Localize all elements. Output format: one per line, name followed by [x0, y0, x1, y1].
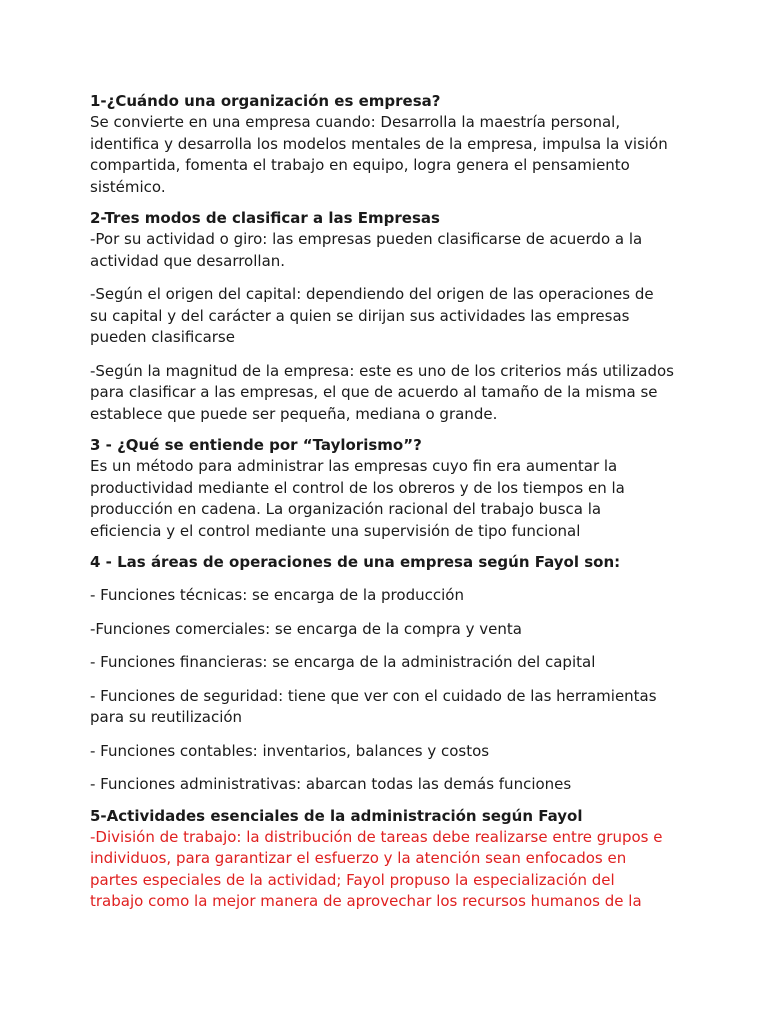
section-3 — [90, 435, 690, 542]
text-line: -Según el origen del capital: dependiendo del origen de las operaciones de — [90, 285, 654, 303]
section-3-paragraph — [90, 456, 690, 542]
section-4 — [90, 552, 690, 796]
text-line: actividad que desarrollan. — [90, 251, 286, 270]
section-2-heading: 2-Tres modos de clasificar a las Empresas — [90, 209, 440, 227]
section-5-heading: 5-Actividades esenciales de la administración según Fayol — [90, 806, 583, 825]
section-1-heading: 1-¿Cuándo una organización es empresa? — [90, 92, 441, 110]
list-item — [90, 652, 690, 674]
list-item — [90, 741, 690, 763]
text-line: - Funciones financieras: se encarga de la administración del capital — [90, 653, 596, 671]
text-line: - Funciones contables: inventarios, balances y costos — [90, 741, 490, 760]
text-line: - Funciones técnicas: se encarga de la producción — [90, 586, 464, 604]
text-line: compartida, fomenta el trabajo en equipo, logra genera el pensamiento — [90, 156, 630, 174]
section-2-paragraph-3 — [90, 361, 690, 426]
section-5 — [90, 806, 690, 913]
document-content — [90, 91, 690, 923]
text-line: establece que puede ser pequeña, mediana o grande. — [90, 404, 498, 423]
list-item — [90, 774, 690, 796]
text-line: - Funciones de seguridad: tiene que ver con el cuidado de las herramientas — [90, 686, 657, 705]
text-line: producción en cadena. La organización racional del trabajo busca la — [90, 500, 602, 518]
text-line: individuos, para garantizar el esfuerzo y la atención sean enfocados en — [90, 849, 627, 867]
text-line: trabajo como la mejor manera de aprovechar los recursos humanos de la — [90, 892, 642, 910]
text-line: -Funciones comerciales: se encarga de la compra y venta — [90, 619, 522, 638]
text-line: Es un método para administrar las empresas cuyo fin era aumentar la — [90, 457, 618, 475]
text-line: -División de trabajo: la distribución de tareas debe realizarse entre grupos e — [90, 827, 663, 846]
text-line: pueden clasificarse — [90, 328, 235, 346]
section-2-paragraph-1 — [90, 229, 690, 272]
text-line: para su reutilización — [90, 708, 243, 726]
section-5-paragraph — [90, 827, 690, 913]
text-line: para clasificar a las empresas, el que de acuerdo al tamaño de la misma se — [90, 383, 658, 401]
list-item — [90, 619, 690, 641]
text-line: productividad mediante el control de los obreros y de los tiempos en la — [90, 478, 625, 497]
text-line: partes especiales de la actividad; Fayol propuso la especialización del — [90, 870, 615, 889]
list-item — [90, 585, 690, 607]
section-4-heading: 4 - Las áreas de operaciones de una empresa según Fayol son: — [90, 553, 621, 571]
section-2-paragraph-2 — [90, 284, 690, 349]
text-line: Se convierte en una empresa cuando: Desarrolla la maestría personal, — [90, 113, 621, 131]
text-line: -Según la magnitud de la empresa: este es uno de los criterios más utilizados — [90, 361, 674, 380]
text-line: su capital y del carácter a quien se dirijan sus actividades las empresas — [90, 306, 630, 325]
section-2 — [90, 208, 690, 425]
section-1-paragraph — [90, 112, 690, 198]
list-item — [90, 686, 690, 729]
text-line: identifica y desarrolla los modelos mentales de la empresa, impulsa la visión — [90, 134, 668, 153]
text-line: eficiencia y el control mediante una supervisión de tipo funcional — [90, 521, 581, 540]
text-line: sistémico. — [90, 177, 166, 196]
text-line: - Funciones administrativas: abarcan todas las demás funciones — [90, 775, 572, 793]
text-line: -Por su actividad o giro: las empresas pueden clasificarse de acuerdo a la — [90, 230, 643, 248]
section-3-heading: 3 - ¿Qué se entiende por “Taylorismo”? — [90, 436, 422, 454]
section-1 — [90, 91, 690, 198]
